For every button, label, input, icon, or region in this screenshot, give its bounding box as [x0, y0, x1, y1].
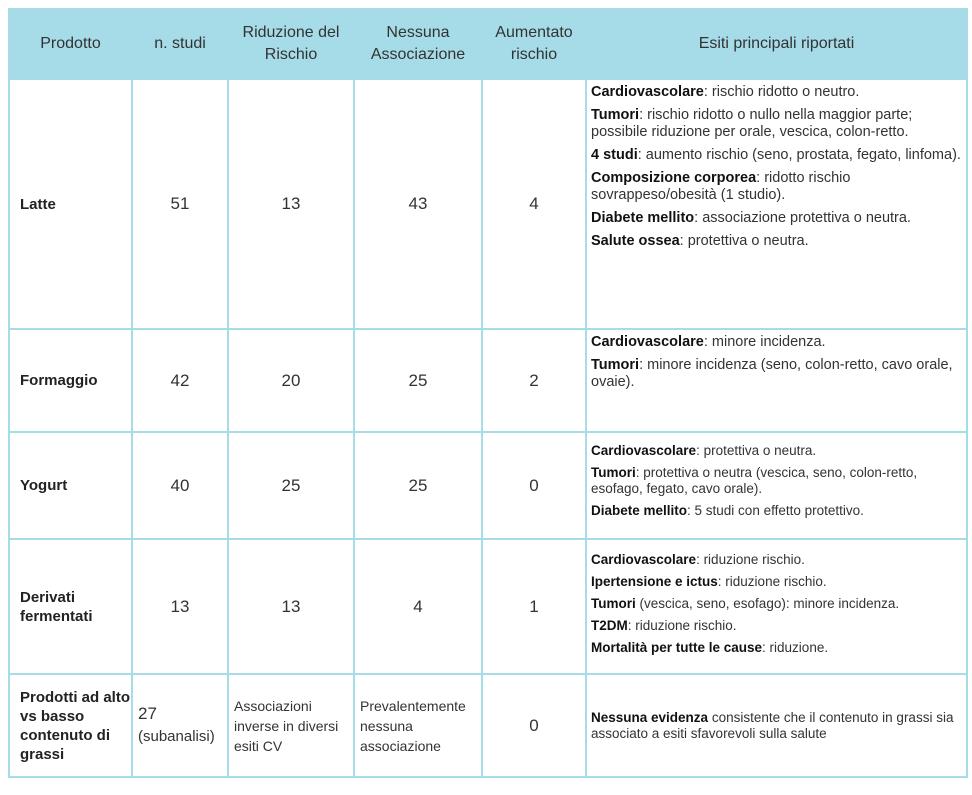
none-cell: 25: [354, 432, 482, 539]
table-header-row: [9, 9, 967, 79]
table-row: [9, 432, 967, 539]
outcome-item: 4 studi: aumento rischio (seno, prostata, fegato, linfoma).: [591, 147, 961, 163]
product-cell: Derivati fermentati: [9, 539, 132, 674]
outcome-item: Tumori (vescica, seno, esofago): minore incidenza.: [591, 596, 900, 611]
reduction-cell: 20: [228, 329, 354, 432]
studies-cell: 42: [132, 329, 228, 432]
outcome-item: Cardiovascolare: riduzione rischio.: [591, 552, 805, 567]
studies-value: 27: [138, 704, 157, 723]
outcomes-cell: [586, 674, 967, 777]
product-cell: Latte: [9, 79, 132, 329]
increased-cell: 2: [482, 329, 586, 432]
outcomes-cell: [586, 432, 967, 539]
outcome-item: Nessuna evidenza consistente che il contenuto in grassi sia associato a esiti sfavorevoli sulla salute: [591, 709, 954, 741]
studies-cell: 40: [132, 432, 228, 539]
outcome-item: Salute ossea: protettiva o neutra.: [591, 233, 809, 249]
studies-cell: 51: [132, 79, 228, 329]
header-riduzione: Riduzione del Rischio: [228, 9, 354, 79]
reduction-cell: Associazioni inverse in diversi esiti CV: [228, 674, 354, 777]
reduction-cell: 25: [228, 432, 354, 539]
outcome-item: Tumori: protettiva o neutra (vescica, seno, colon-retto, esofago, fegato, cavo orale).: [591, 465, 918, 496]
studies-cell: [132, 674, 228, 777]
outcome-item: Mortalità per tutte le cause: riduzione.: [591, 640, 829, 655]
studies-subnote: (subanalisi): [138, 728, 215, 745]
outcomes-cell: [586, 329, 967, 432]
outcome-item: Tumori: minore incidenza (seno, colon-retto, cavo orale, ovaie).: [591, 357, 953, 390]
increased-cell: 0: [482, 432, 586, 539]
outcome-item: Diabete mellito: associazione protettiva o neutra.: [591, 210, 911, 226]
product-cell: Yogurt: [9, 432, 132, 539]
outcome-item: Ipertensione e ictus: riduzione rischio.: [591, 574, 827, 589]
table-row: [9, 79, 967, 329]
reduction-cell: 13: [228, 539, 354, 674]
outcome-item: Composizione corporea: ridotto rischio sovrappeso/obesità (1 studio).: [591, 170, 851, 203]
header-nessuna: Nessuna Associazione: [354, 9, 482, 79]
dairy-studies-table: [8, 8, 968, 778]
product-cell: Formaggio: [9, 329, 132, 432]
increased-cell: 0: [482, 674, 586, 777]
increased-cell: 1: [482, 539, 586, 674]
outcome-item: Tumori: rischio ridotto o nullo nella maggior parte; possibile riduzione per orale, vescica, colon-retto.: [591, 107, 913, 140]
table-row: [9, 329, 967, 432]
outcome-item: T2DM: riduzione rischio.: [591, 618, 737, 633]
outcomes-cell: [586, 539, 967, 674]
outcomes-cell: [586, 79, 967, 329]
table-row: [9, 674, 967, 777]
none-cell: Prevalentemente nessuna associazione: [354, 674, 482, 777]
studies-cell: 13: [132, 539, 228, 674]
outcome-item: Cardiovascolare: protettiva o neutra.: [591, 443, 817, 458]
none-cell: 25: [354, 329, 482, 432]
header-aumentato: Aumentato rischio: [482, 9, 586, 79]
outcome-item: Cardiovascolare: rischio ridotto o neutro.: [591, 84, 860, 100]
product-cell: Prodotti ad alto vs basso contenuto di grassi: [9, 674, 132, 777]
increased-cell: 4: [482, 79, 586, 329]
none-cell: 4: [354, 539, 482, 674]
outcome-item: Diabete mellito: 5 studi con effetto protettivo.: [591, 503, 864, 518]
none-cell: 43: [354, 79, 482, 329]
reduction-cell: 13: [228, 79, 354, 329]
outcome-item: Cardiovascolare: minore incidenza.: [591, 334, 826, 350]
table-row: [9, 539, 967, 674]
header-n-studi: n. studi: [132, 9, 228, 79]
header-prodotto: Prodotto: [9, 9, 132, 79]
header-esiti: Esiti principali riportati: [586, 9, 967, 79]
